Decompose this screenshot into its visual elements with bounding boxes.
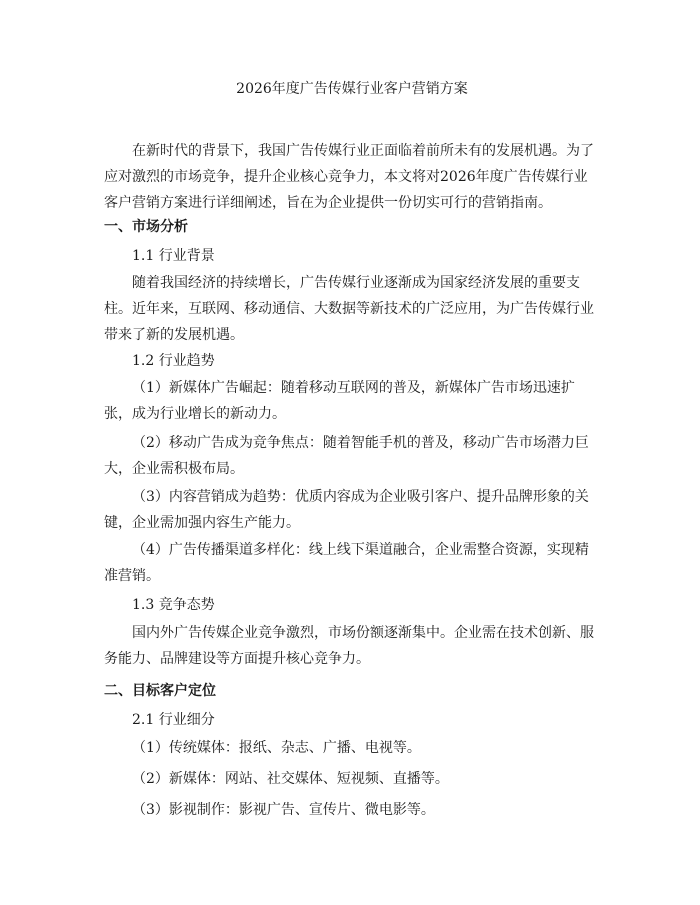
subsection-2-1-title: 2.1 行业细分: [132, 712, 215, 728]
subsection-1-3-text: 国内外广告传媒企业竞争激烈，市场份额逐渐集中。企业需在技术创新、服务能力、品牌建设等方面提升核心竞争力。: [104, 625, 594, 667]
document-title: 2026年度广告传媒行业客户营销方案: [236, 81, 468, 97]
section-2-heading: 二、目标客户定位: [104, 683, 216, 699]
subsection-1-2-title: 1.2 行业趋势: [132, 353, 215, 369]
subsection-1-1-title: 1.1 行业背景: [132, 248, 215, 264]
trend-item-4: （4）广告传播渠道多样化：线上线下渠道融合，企业需整合资源，实现精准营销。: [104, 542, 589, 584]
segment-item-2: （2）新媒体：网站、社交媒体、短视频、直播等。: [132, 771, 449, 787]
trend-item-3: （3）内容营销成为趋势：优质内容成为企业吸引客户、提升品牌形象的关键，企业需加强内容生产能力。: [104, 489, 589, 531]
segment-item-3: （3）影视制作：影视广告、宣传片、微电影等。: [132, 802, 435, 818]
trend-item-1: （1）新媒体广告崛起：随着移动互联网的普及，新媒体广告市场迅速扩张，成为行业增长的新动力。: [104, 380, 575, 422]
trend-item-2: （2）移动广告成为竞争焦点：随着智能手机的普及，移动广告市场潜力巨大，企业需积极布局。: [104, 435, 589, 477]
intro-paragraph: 在新时代的背景下，我国广告传媒行业正面临着前所未有的发展机遇。为了应对激烈的市场竞争，提升企业核心竞争力，本文将对2026年度广告传媒行业客户营销方案进行详细阐述，旨在为企业提供一份切实可行的营销指南。: [104, 143, 594, 211]
section-1-heading: 一、市场分析: [104, 219, 188, 235]
subsection-1-1-text: 随着我国经济的持续增长，广告传媒行业逐渐成为国家经济发展的重要支柱。近年来，互联网、移动通信、大数据等新技术的广泛应用，为广告传媒行业带来了新的发展机遇。: [104, 275, 594, 343]
segment-item-1: （1）传统媒体：报纸、杂志、广播、电视等。: [132, 740, 421, 756]
subsection-1-3-title: 1.3 竞争态势: [132, 597, 215, 613]
